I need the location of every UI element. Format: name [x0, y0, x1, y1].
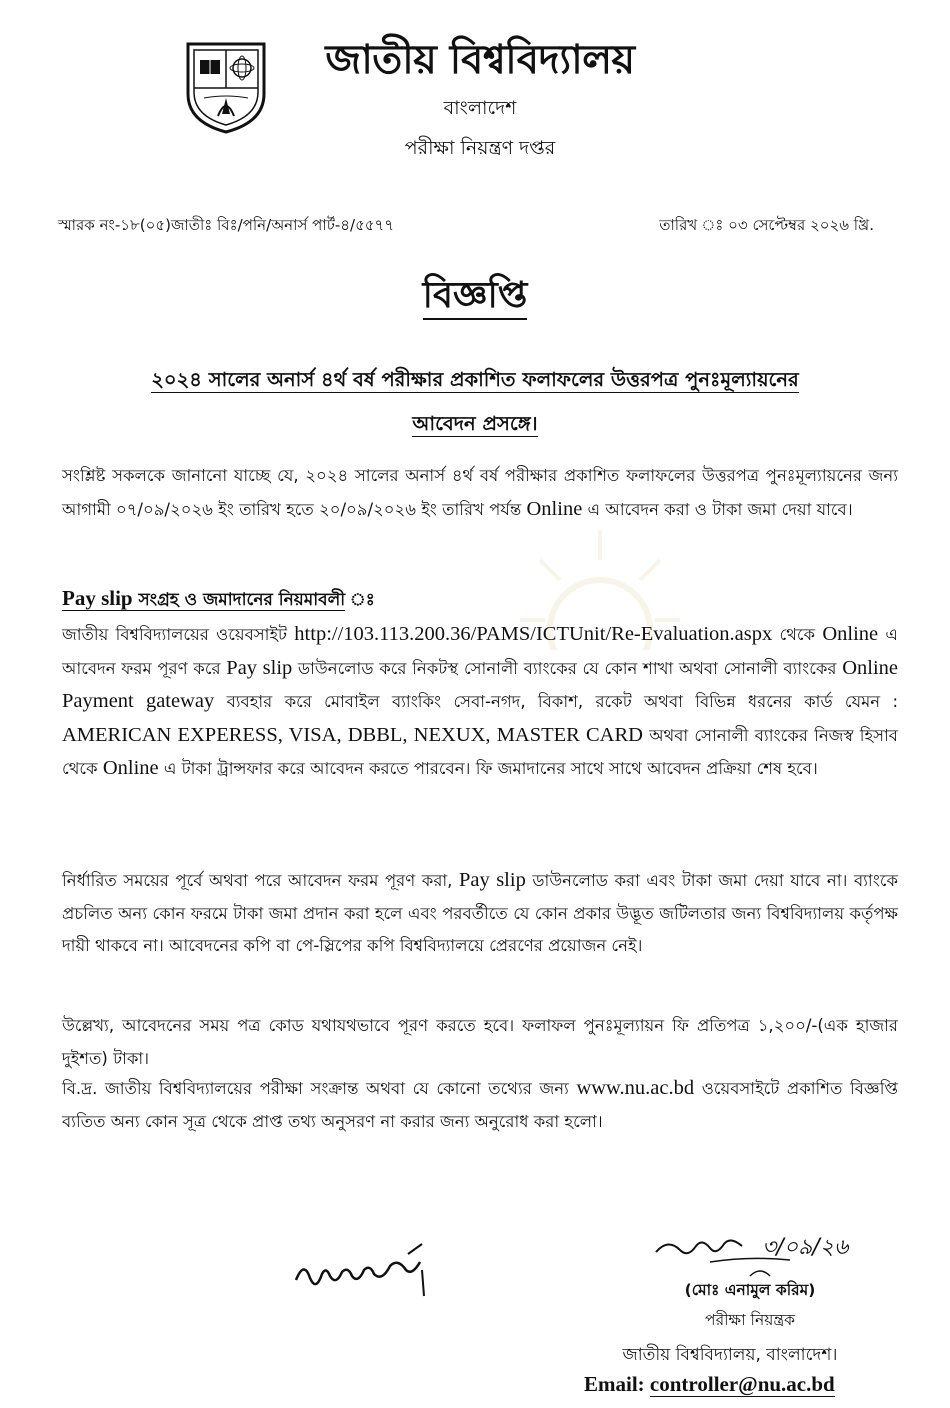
application-url-link[interactable]: http://103.113.200.36/PAMS/ICTUnit/Re-Evaluation.aspx: [294, 623, 773, 645]
intro-text-1: সংশ্লিষ্ট সকলকে জানানো যাচ্ছে যে, ২০২৪ সালের অনার্স ৪র্থ বর্ষ পরীক্ষার প্রকাশিত ফলাফলের উত্তরপত্র পুনঃমূল্যায়নের জন্য আগামী ০৭/০৯/২০২৬ ইং তারিখ হতে ২০/০৯/২০২৬ ইং তারিখ পর্যন্ত: [62, 466, 898, 519]
rules-cards: AMERICAN EXPERESS, VISA, DBBL, NEXUX, MASTER CARD: [62, 723, 643, 746]
right-signature: [650, 1216, 890, 1286]
website-link[interactable]: www.nu.ac.bd: [576, 1077, 695, 1099]
payslip-heading-suffix: ঃ: [345, 590, 375, 610]
signatory-title: পরীক্ষা নিয়ন্ত্রক: [705, 1311, 795, 1329]
email-label: Email:: [584, 1372, 650, 1396]
rules-online-2: Online: [102, 757, 159, 779]
notice-subject: [62, 358, 888, 446]
university-name: জাতীয় বিশ্ববিদ্যালয়: [325, 37, 635, 83]
rules-text-b: থেকে: [772, 625, 823, 644]
rules-online-1: Online: [822, 623, 879, 645]
signatory-organization: জাতীয় বিশ্ববিদ্যালয়, বাংলাদেশ।: [622, 1345, 838, 1365]
subject-line-1: ২০২৪ সালের অনার্স ৪র্থ বর্ষ পরীক্ষার প্রকাশিত ফলাফলের উত্তরপত্র পুনঃমূল্যায়নের: [151, 368, 799, 391]
paragraph-payslip-rules: [62, 618, 898, 786]
memo-row: [58, 214, 880, 240]
handwritten-date: ৩/০৯/২৬: [762, 1235, 849, 1260]
paragraph-deadline-warning: [62, 864, 898, 963]
office-name: পরীক্ষা নিয়ন্ত্রণ দপ্তর: [404, 137, 556, 159]
note-text-a: বি.দ্র. জাতীয় বিশ্ববিদ্যালয়ের পরীক্ষা সংক্রান্ত অথবা যে কোনো তথ্যের জন্য: [62, 1079, 577, 1098]
left-signature: [290, 1230, 450, 1310]
memo-reference: স্মারক নং-১৮(০৫)জাতীঃ বিঃ/পনি/অনার্স পার্ট-৪/৫৫৭৭: [58, 216, 395, 234]
note-text-b: ওয়েবসাইটে প্রকাশিত বিজ্ঞপ্তি ব্যতিত অন্য কোন সূত্র থেকে প্রাপ্ত তথ্য অনুসরণ না করার জন্য অনুরোধ করা হলো।: [62, 1079, 898, 1131]
paragraph-fee: উল্লেখ্য, আবেদনের সময় পত্র কোড যথাযথভাবে পূরণ করতে হবে। ফলাফল পুনঃমূল্যায়ন ফি প্রতিপত্র ১,২০০/-(এক হাজার দুইশত) টাকা।: [62, 1016, 898, 1068]
rules-text-c: এ আবেদন ফরম পূরণ করে: [62, 625, 898, 678]
rules-text-f: অথবা সোনালী ব্যাংকের নিজস্ব হিসাব থেকে: [62, 725, 898, 778]
payslip-heading-bn: সংগ্রহ ও জমাদানের নিয়মাবলী: [132, 590, 346, 610]
rules-text-d: ডাউনলোড করে নিকটস্থ সোনালী ব্যাংকের যে কোন শাখা অথবা সোনালী ব্যাংকের: [292, 658, 843, 678]
rules-text-e: ব্যবহার করে মোবাইল ব্যাংকিং সেবা-নগদ, বিকাশ, রকেট অথবা বিভিন্ন ধরনের কার্ড যেমন :: [214, 692, 899, 711]
payslip-heading: [62, 586, 375, 615]
notice-title-text: বিজ্ঞপ্তি: [423, 275, 528, 320]
paragraph-note: [62, 1072, 898, 1138]
subject-line-2: আবেদন প্রসঙ্গে।: [412, 412, 538, 435]
email-link[interactable]: controller@nu.ac.bd: [649, 1372, 835, 1396]
rules-payslip: Pay slip: [226, 656, 293, 679]
paragraph-intro: [62, 460, 898, 526]
signatory-name: (মোঃ এনামুল করিম): [684, 1281, 816, 1299]
warning-text-b: ডাউনলোড করা এবং টাকা জমা দেয়া যাবে না। ব্যাংকে প্রচলিত অন্য কোন ফরমে টাকা জমা প্রদান করা হলে এবং পরবর্তীতে যে কোন প্রকার উদ্ভূত জটিলতার জন্য বিশ্ববিদ্যালয় কর্তৃপক্ষ দায়ী থাকবে না। আবেদনের কপি বা পে-স্লিপের কপি বিশ্ববিদ্যালয়ে প্রেরণের প্রয়োজন নেই।: [62, 871, 898, 955]
rules-gateway: Online Payment gateway: [62, 656, 899, 712]
warning-text-a: নির্ধারিত সময়ের পূর্বে অথবা পরে আবেদন ফরম পূরণ করা,: [62, 871, 459, 890]
warning-payslip: Pay slip: [459, 869, 526, 891]
memo-date: তারিখ ঃ ০৩ সেপ্টেম্বর ২০২৬ খ্রি.: [659, 216, 874, 234]
rules-text-a: জাতীয় বিশ্ববিদ্যালয়ের ওয়েবসাইট: [62, 625, 295, 644]
intro-online: Online: [526, 497, 583, 520]
country-name: বাংলাদেশ: [443, 97, 517, 119]
payslip-heading-en: Pay slip: [62, 586, 133, 610]
intro-text-2: এ আবেদন করা ও টাকা জমা দেয়া যাবে।: [582, 499, 853, 519]
rules-text-g: এ টাকা ট্রান্সফার করে আবেদন করতে পারবেন। ফি জমাদানের সাথে সাথে আবেদন প্রক্রিয়া শেষ হবে।: [158, 759, 818, 778]
university-logo: [178, 36, 274, 136]
email-row: [584, 1372, 835, 1397]
notice-title: [0, 268, 950, 328]
